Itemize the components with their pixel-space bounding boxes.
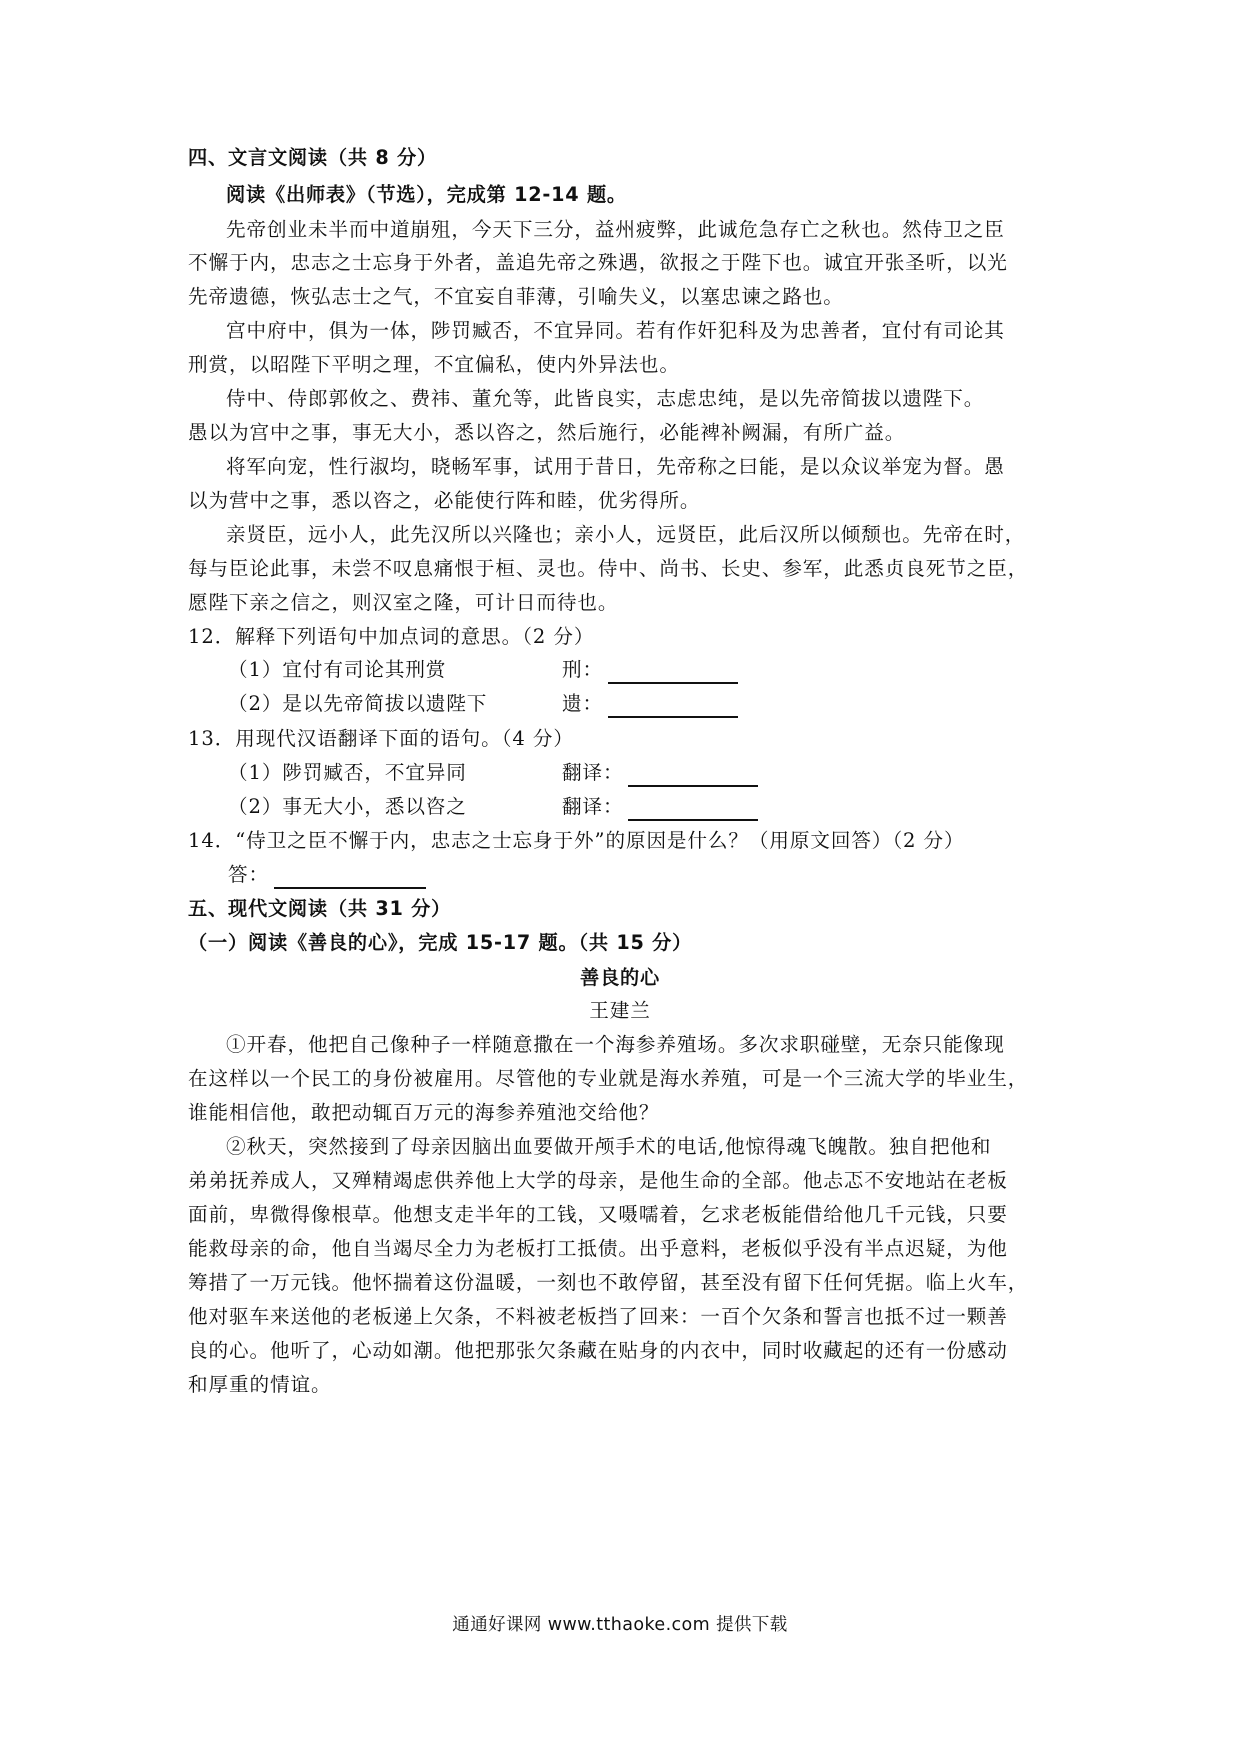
section-four-heading: 四、文言文阅读（共 8 分） — [188, 146, 437, 169]
question-13-item-2-label: 翻译： — [562, 795, 624, 818]
section-five-heading: 五、现代文阅读（共 31 分） — [188, 897, 452, 920]
passage-line: 不懈于内，忠志之士忘身于外者，盖追先帝之殊遇，欲报之于陛下也。诚宜开张圣听，以光 — [188, 251, 1008, 274]
article-paragraph-line: 他对驱车来送他的老板递上欠条，不料被老板挡了回来：一百个欠条和誓言也抵不过一颗善 — [188, 1305, 1008, 1328]
article-paragraph-line: 谁能相信他，敢把动辄百万元的海参养殖池交给他？ — [188, 1101, 660, 1124]
article-paragraph-line: 能救母亲的命，他自当竭尽全力为老板打工抵债。出乎意料，老板似乎没有半点迟疑，为他 — [188, 1237, 1008, 1260]
question-13-item-2: （2）事无大小，悉以咨之 — [228, 795, 467, 818]
question-12-item-2-answer-blank[interactable] — [608, 716, 738, 718]
article-paragraph-line: 弟弟抚养成人，又殚精竭虑供养他上大学的母亲，是他生命的全部。他忐忑不安地站在老板 — [188, 1169, 1008, 1192]
passage-line: 刑赏，以昭陛下平明之理，不宜偏私，使内外异法也。 — [188, 353, 680, 376]
passage-line: 侍中、侍郎郭攸之、费祎、董允等，此皆良实，志虑忠纯，是以先帝简拔以遗陛下。 — [226, 387, 985, 410]
article-paragraph-line: 筹措了一万元钱。他怀揣着这份温暖，一刻也不敢停留，甚至没有留下任何凭据。临上火车， — [188, 1271, 1029, 1294]
question-14-answer-blank[interactable] — [274, 887, 426, 889]
question-13-item-1-label: 翻译： — [562, 761, 624, 784]
question-12-item-1-label: 刑： — [562, 658, 603, 681]
passage-line: 先帝遗德，恢弘志士之气，不宜妄自菲薄，引喻失义，以塞忠谏之路也。 — [188, 285, 844, 308]
question-14-answer-label: 答： — [228, 863, 269, 886]
article-paragraph-line: 面前，卑微得像根草。他想支走半年的工钱，又嗫嚅着，乞求老板能借给他几千元钱，只要 — [188, 1203, 1008, 1226]
article-author: 王建兰 — [589, 999, 651, 1022]
article-title: 善良的心 — [580, 966, 660, 989]
question-13-item-1-answer-blank[interactable] — [628, 785, 758, 787]
passage-line: 将军向宠，性行淑均，晓畅军事，试用于昔日，先帝称之曰能，是以众议举宠为督。愚 — [226, 455, 1005, 478]
question-12-item-2-label: 遗： — [562, 692, 603, 715]
article-paragraph-line: 和厚重的情谊。 — [188, 1373, 332, 1396]
footer-download-credit: 通通好课网 www.tthaoke.com 提供下载 — [452, 1615, 788, 1635]
passage-line: 愚以为宫中之事，事无大小，悉以咨之，然后施行，必能裨补阙漏，有所广益。 — [188, 421, 906, 444]
question-13-item-1: （1）陟罚臧否，不宜异同 — [228, 761, 467, 784]
question-14-stem: 14．“侍卫之臣不懈于内，忠志之士忘身于外”的原因是什么？（用原文回答）（2 分） — [188, 829, 965, 852]
question-12-item-1-answer-blank[interactable] — [608, 682, 738, 684]
section-five-part-one: （一）阅读《善良的心》，完成 15-17 题。（共 15 分） — [188, 931, 693, 954]
question-13-item-2-answer-blank[interactable] — [628, 819, 758, 821]
question-12-stem: 12．解释下列语句中加点词的意思。（2 分） — [188, 625, 595, 648]
article-paragraph-line: 良的心。他听了，心动如潮。他把那张欠条藏在贴身的内衣中，同时收藏起的还有一份感动 — [188, 1339, 1008, 1362]
passage-line: 每与臣论此事，未尝不叹息痛恨于桓、灵也。侍中、尚书、长史、参军，此悉贞良死节之臣， — [188, 557, 1029, 580]
question-12-item-2: （2）是以先帝简拔以遗陛下 — [228, 692, 488, 715]
section-four-instruction: 阅读《出师表》（节选），完成第 12-14 题。 — [226, 183, 627, 206]
passage-line: 以为营中之事，悉以咨之，必能使行阵和睦，优劣得所。 — [188, 489, 701, 512]
passage-line: 愿陛下亲之信之，则汉室之隆，可计日而待也。 — [188, 591, 619, 614]
question-12-item-1: （1）宜付有司论其刑赏 — [228, 658, 447, 681]
article-paragraph-line: 在这样以一个民工的身份被雇用。尽管他的专业就是海水养殖，可是一个三流大学的毕业生， — [188, 1067, 1029, 1090]
article-paragraph-line: ①开春，他把自己像种子一样随意撒在一个海参养殖场。多次求职碰壁，无奈只能像现 — [226, 1033, 1005, 1056]
article-paragraph-line: ②秋天，突然接到了母亲因脑出血要做开颅手术的电话,他惊得魂飞魄散。独自把他和 — [226, 1135, 992, 1158]
passage-line: 先帝创业未半而中道崩殂，今天下三分，益州疲弊，此诚危急存亡之秋也。然侍卫之臣 — [226, 218, 1005, 241]
question-13-stem: 13．用现代汉语翻译下面的语句。（4 分） — [188, 727, 574, 750]
passage-line: 宫中府中，俱为一体，陟罚臧否，不宜异同。若有作奸犯科及为忠善者，宜付有司论其 — [226, 319, 1005, 342]
passage-line: 亲贤臣，远小人，此先汉所以兴隆也；亲小人，远贤臣，此后汉所以倾颓也。先帝在时， — [226, 523, 1026, 546]
